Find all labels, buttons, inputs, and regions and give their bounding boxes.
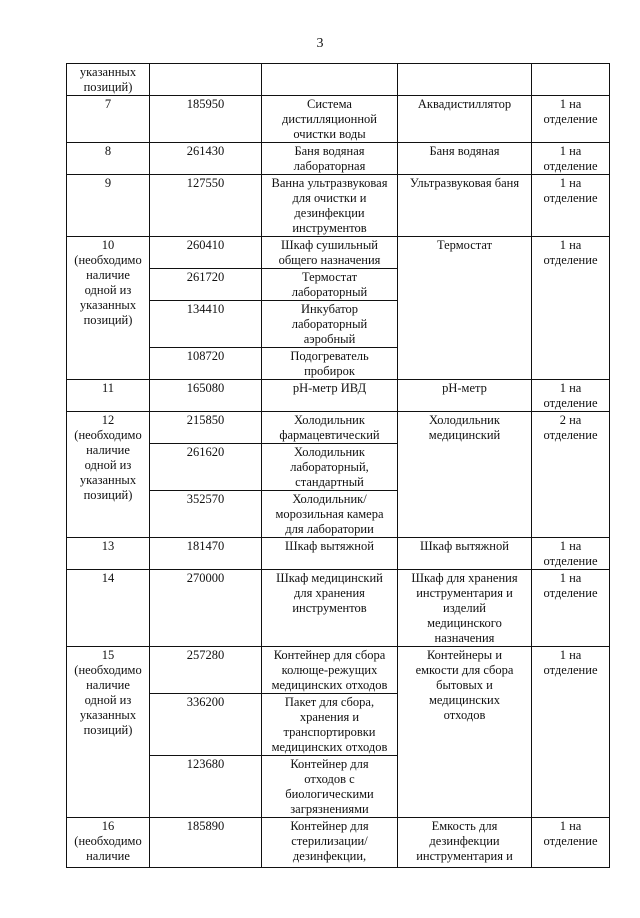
code-cell: 185890 xyxy=(150,818,262,868)
name-cell: Контейнер для сбора колюще-режущих медицинских отходов xyxy=(262,647,398,694)
quantity-cell: 1 на отделение xyxy=(532,818,610,868)
equipment-table xyxy=(66,63,610,868)
name-cell: Шкаф медицинский для хранения инструментов xyxy=(262,570,398,647)
name-cell: Пакет для сбора, хранения и транспортировки медицинских отходов xyxy=(262,694,398,756)
code-cell: 123680 xyxy=(150,756,262,818)
quantity-cell: 1 на отделение xyxy=(532,237,610,380)
name-cell: Шкаф сушильный общего назначения xyxy=(262,237,398,269)
name-cell: Ванна ультразвуковая для очистки и дезинфекции инструментов xyxy=(262,175,398,237)
row-number-cell: указанных позиций) xyxy=(67,64,150,96)
row-number-cell: 14 xyxy=(67,570,150,647)
code-cell: 181470 xyxy=(150,538,262,570)
name-cell: Холодильник/ морозильная камера для лаборатории xyxy=(262,491,398,538)
name-cell: Контейнер для стерилизации/ дезинфекции, xyxy=(262,818,398,868)
row-number-cell: 9 xyxy=(67,175,150,237)
row-number-cell: 13 xyxy=(67,538,150,570)
code-cell: 215850 xyxy=(150,412,262,444)
table-row xyxy=(67,412,610,444)
name-cell: Холодильник лабораторный, стандартный xyxy=(262,444,398,491)
type-cell: Холодильник медицинский xyxy=(398,412,532,538)
type-cell: Контейнеры и емкости для сбора бытовых и медицинских отходов xyxy=(398,647,532,818)
row-number-cell: 10 (необходимо наличие одной из указанных позиций) xyxy=(67,237,150,380)
code-cell: 165080 xyxy=(150,380,262,412)
quantity-cell: 2 на отделение xyxy=(532,412,610,538)
table-row xyxy=(67,96,610,143)
code-cell: 261430 xyxy=(150,143,262,175)
type-cell: Шкаф для хранения инструментария и изделий медицинского назначения xyxy=(398,570,532,647)
code-cell: 270000 xyxy=(150,570,262,647)
name-cell: Инкубатор лабораторный аэробный xyxy=(262,301,398,348)
quantity-cell: 1 на отделение xyxy=(532,175,610,237)
name-cell: Система дистилляционной очистки воды xyxy=(262,96,398,143)
name-cell: Баня водяная лабораторная xyxy=(262,143,398,175)
name-cell: pH-метр ИВД xyxy=(262,380,398,412)
type-cell: Емкость для дезинфекции инструментария и xyxy=(398,818,532,868)
code-cell: 352570 xyxy=(150,491,262,538)
table-row xyxy=(67,237,610,269)
code-cell: 260410 xyxy=(150,237,262,269)
type-cell: pH-метр xyxy=(398,380,532,412)
table-row xyxy=(67,647,610,694)
name-cell: Контейнер для отходов с биологическими загрязнениями xyxy=(262,756,398,818)
table-row xyxy=(67,380,610,412)
quantity-cell: 1 на отделение xyxy=(532,96,610,143)
table-row xyxy=(67,538,610,570)
type-cell: Термостат xyxy=(398,237,532,380)
code-cell: 257280 xyxy=(150,647,262,694)
table-row xyxy=(67,570,610,647)
row-number-cell: 7 xyxy=(67,96,150,143)
code-cell: 261620 xyxy=(150,444,262,491)
code-cell: 108720 xyxy=(150,348,262,380)
quantity-cell: 1 на отделение xyxy=(532,647,610,818)
table-row xyxy=(67,818,610,868)
row-number-cell: 11 xyxy=(67,380,150,412)
quantity-cell: 1 на отделение xyxy=(532,380,610,412)
name-cell: Шкаф вытяжной xyxy=(262,538,398,570)
name-cell: Холодильник фармацевтический xyxy=(262,412,398,444)
table-row xyxy=(67,175,610,237)
quantity-cell: 1 на отделение xyxy=(532,143,610,175)
table-row xyxy=(67,64,610,96)
quantity-cell: 1 на отделение xyxy=(532,538,610,570)
row-number-cell: 12 (необходимо наличие одной из указанных позиций) xyxy=(67,412,150,538)
type-cell: Аквадистиллятор xyxy=(398,96,532,143)
type-cell: Шкаф вытяжной xyxy=(398,538,532,570)
code-cell: 127550 xyxy=(150,175,262,237)
code-cell: 336200 xyxy=(150,694,262,756)
name-cell: Подогреватель пробирок xyxy=(262,348,398,380)
code-cell: 134410 xyxy=(150,301,262,348)
code-cell: 261720 xyxy=(150,269,262,301)
row-number-cell: 15 (необходимо наличие одной из указанных позиций) xyxy=(67,647,150,818)
type-cell: Ультразвуковая баня xyxy=(398,175,532,237)
code-cell: 185950 xyxy=(150,96,262,143)
quantity-cell: 1 на отделение xyxy=(532,570,610,647)
row-number-cell: 8 xyxy=(67,143,150,175)
table-row xyxy=(67,143,610,175)
page-number: 3 xyxy=(316,36,324,51)
name-cell: Термостат лабораторный xyxy=(262,269,398,301)
type-cell: Баня водяная xyxy=(398,143,532,175)
row-number-cell: 16 (необходимо наличие xyxy=(67,818,150,868)
